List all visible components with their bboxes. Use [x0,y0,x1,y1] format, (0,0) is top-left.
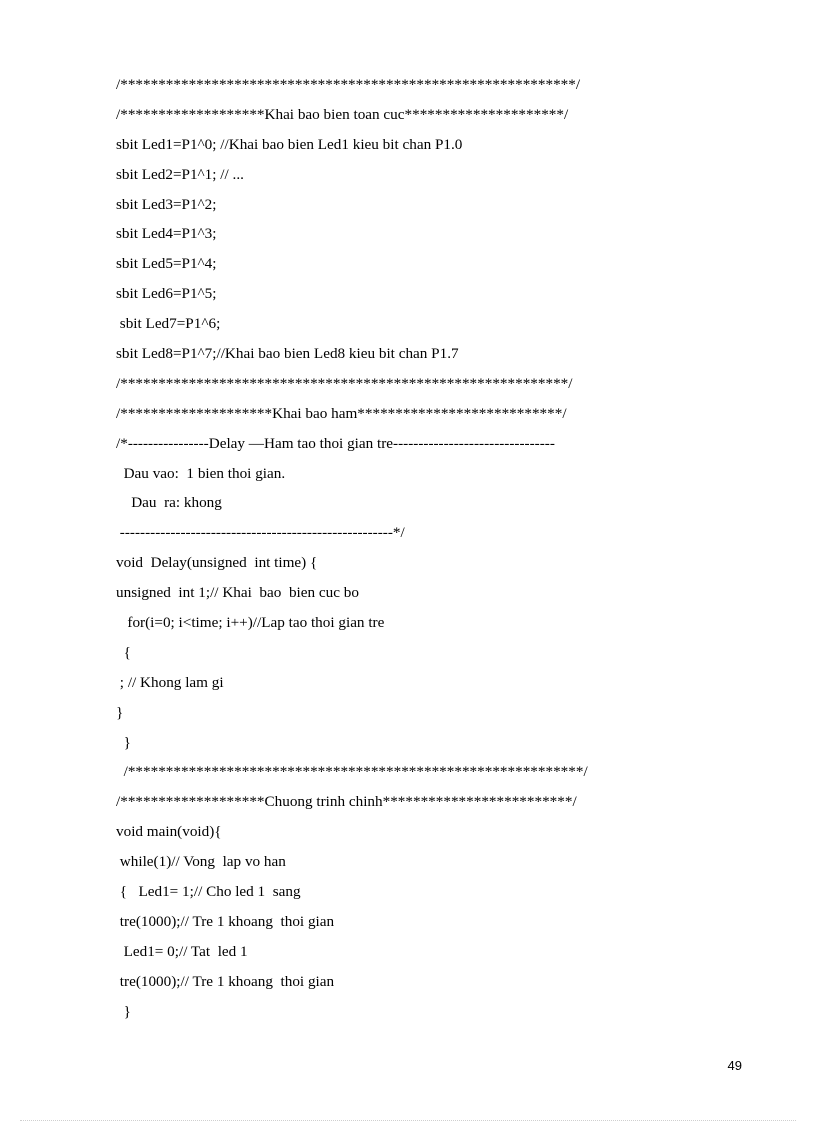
code-line: Led1= 0;// Tat led 1 [116,942,248,960]
code-line: } [116,733,131,751]
code-line: sbit Led2=P1^1; // ... [116,165,244,183]
code-line: /*******************Khai bao bien toan cuc*********************/ [116,105,569,123]
code-line: sbit Led1=P1^0; //Khai bao bien Led1 kieu bit chan P1.0 [116,135,463,153]
code-line: sbit Led5=P1^4; [116,255,217,273]
code-line: for(i=0; i<time; i++)//Lap tao thoi gian tre [116,614,385,632]
code-line: /************************************************************/ [116,763,588,781]
code-line: tre(1000);// Tre 1 khoang thoi gian [116,972,335,990]
code-line: sbit Led7=P1^6; [116,315,221,333]
code-line: /************************************************************/ [116,76,581,93]
code-line: sbit Led8=P1^7;//Khai bao bien Led8 kieu bit chan P1.7 [116,345,459,363]
code-line: void Delay(unsigned int time) { [116,554,318,572]
code-listing [116,70,756,1027]
code-line: Dau vao: 1 bien thoi gian. [116,464,286,482]
code-line: ------------------------------------------------------*/ [116,524,405,542]
code-line: void main(void){ [116,823,222,841]
code-line: /*----------------Delay —Ham tao thoi gian tre-------------------------------- [116,434,555,452]
code-line: /***********************************************************/ [116,374,573,392]
code-line: unsigned int 1;// Khai bao bien cuc bo [116,584,359,602]
code-line: { Led1= 1;// Cho led 1 sang [116,883,301,901]
code-line: { [116,643,131,661]
code-line: } [116,703,124,721]
code-line: sbit Led6=P1^5; [116,285,217,303]
code-line: Dau ra: khong [116,494,222,512]
code-line: /********************Khai bao ham***************************/ [116,404,567,422]
footer-divider [20,1120,796,1121]
code-line: } [116,1002,131,1020]
code-line: sbit Led4=P1^3; [116,225,217,243]
code-line: sbit Led3=P1^2; [116,195,217,213]
code-line: /*******************Chuong trinh chinh*************************/ [116,793,577,811]
code-line: ; // Khong lam gi [116,673,224,691]
page-number: 49 [727,1058,742,1073]
code-line: tre(1000);// Tre 1 khoang thoi gian [116,912,335,930]
code-line: while(1)// Vong lap vo han [116,853,286,871]
